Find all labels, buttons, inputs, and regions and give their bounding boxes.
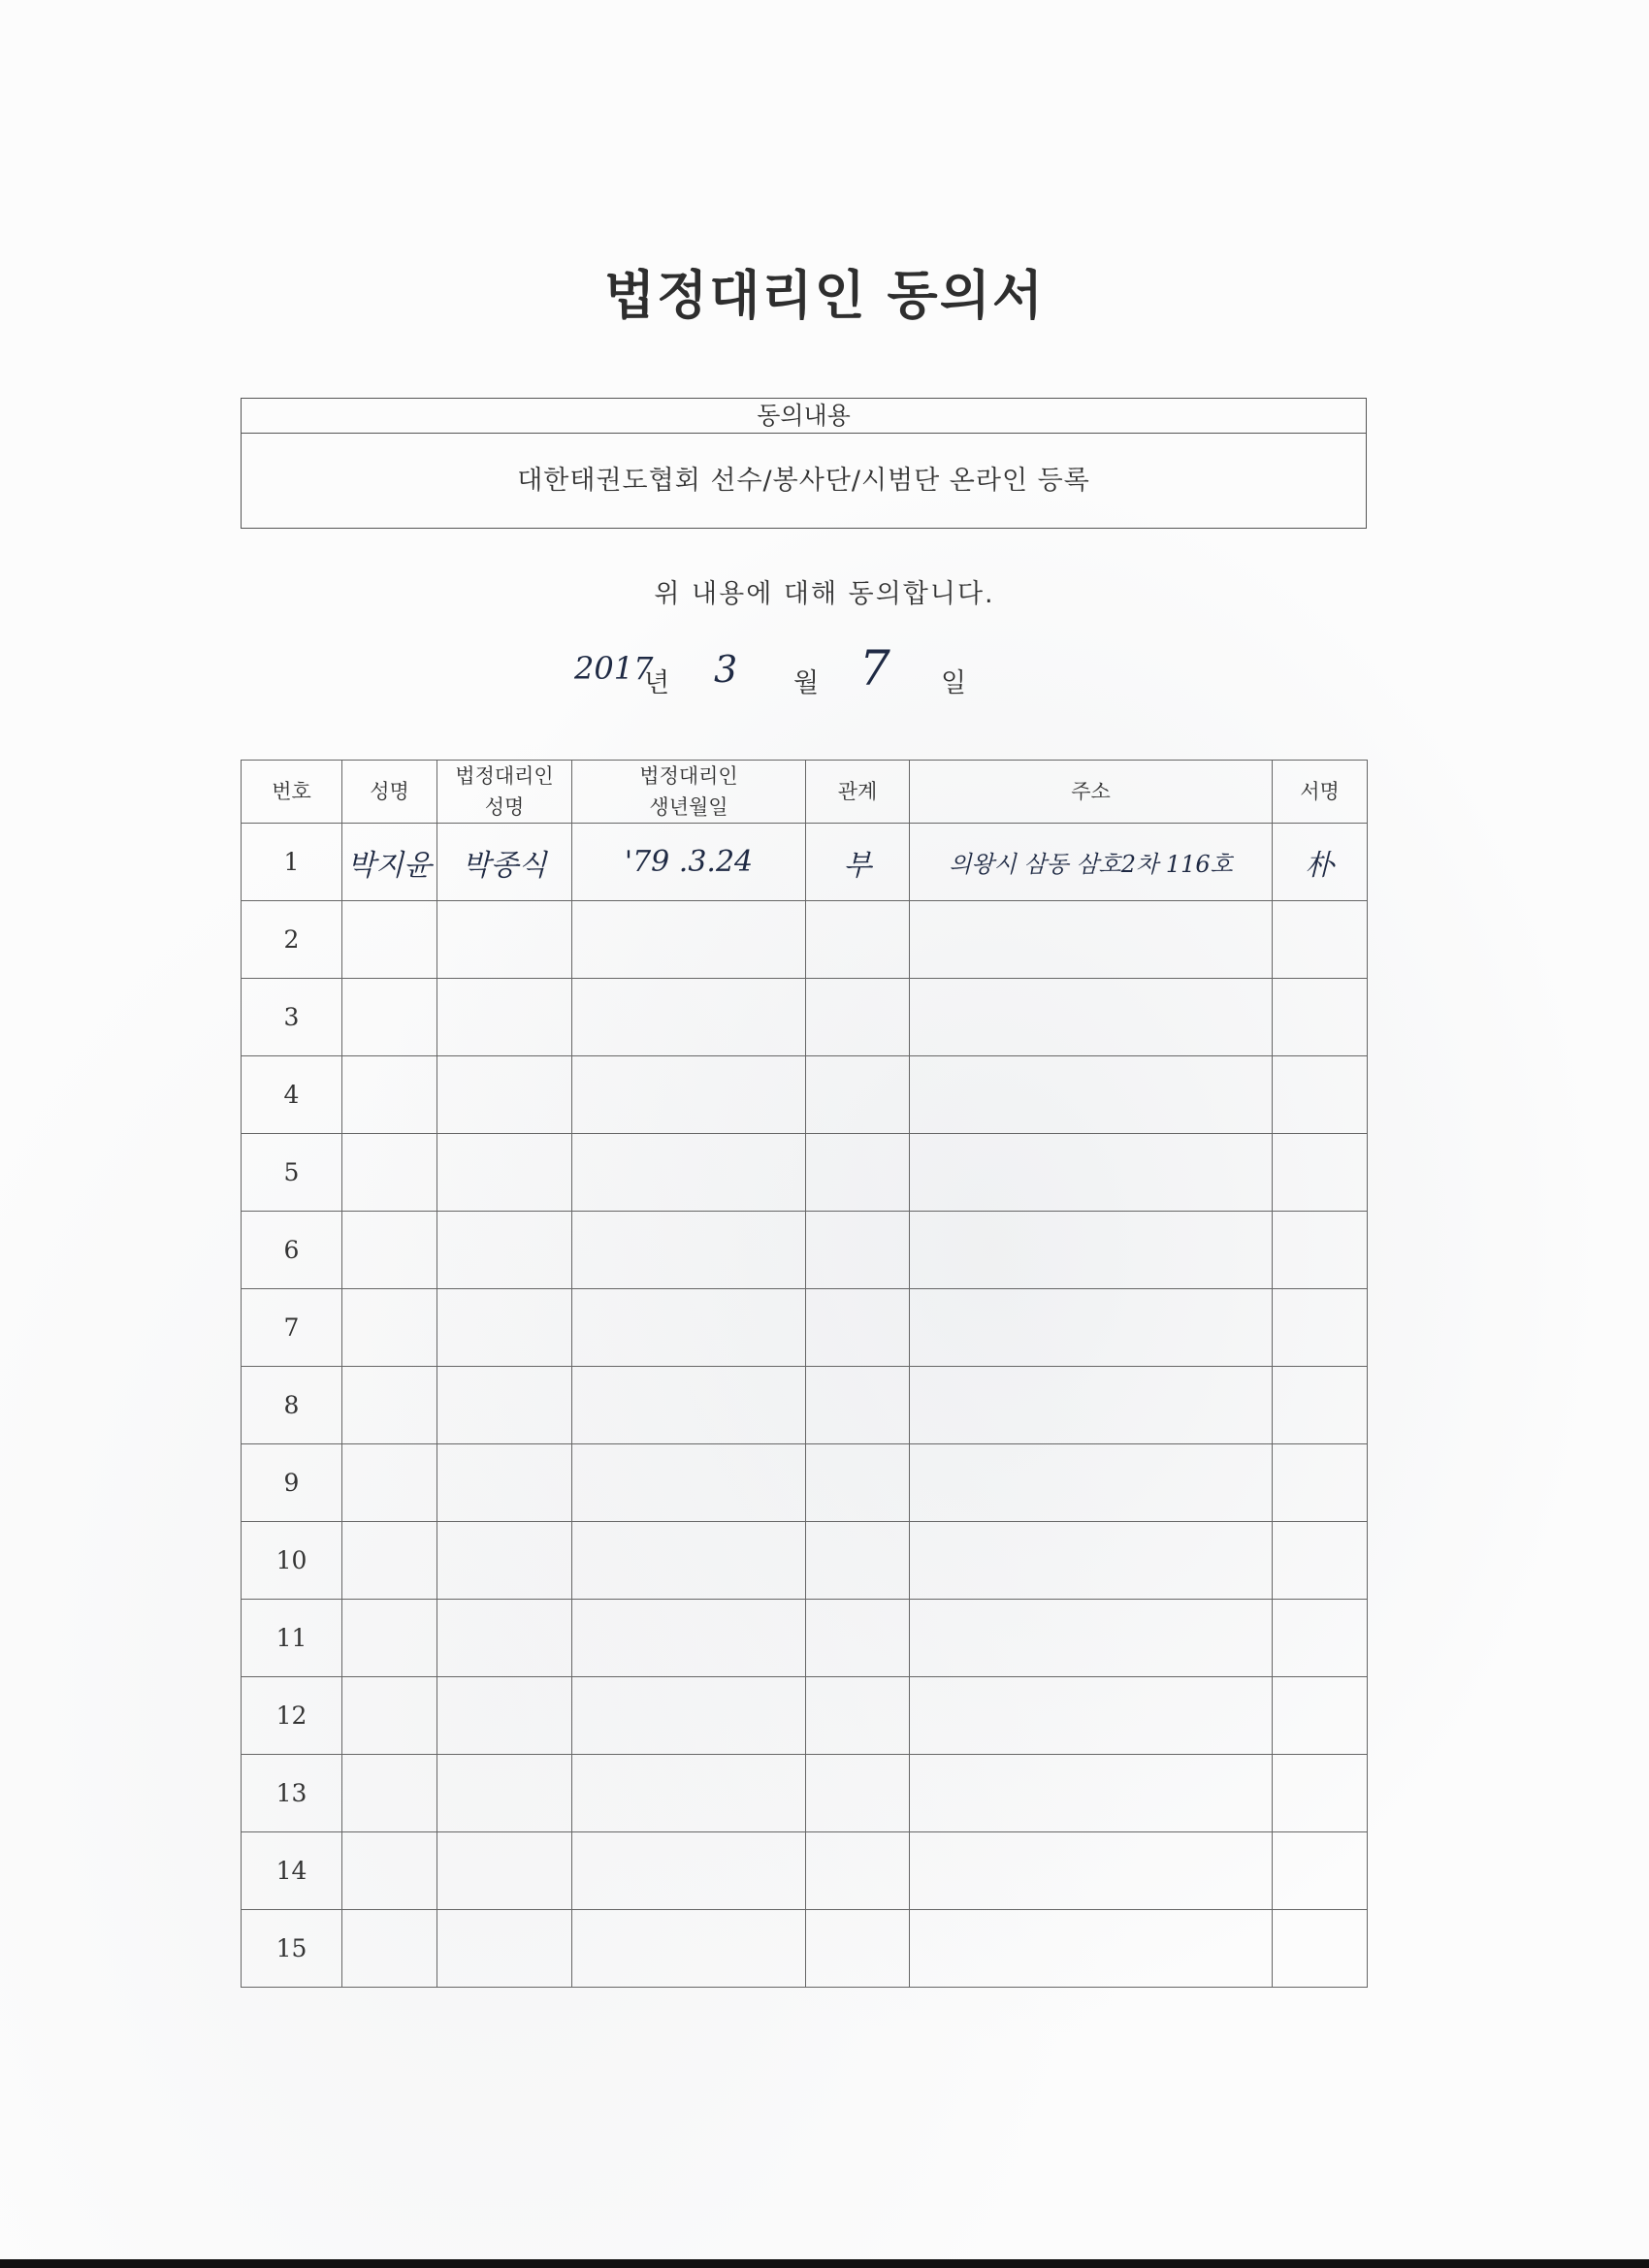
cell-guardian-birth	[572, 1522, 806, 1600]
cell-address	[910, 1910, 1273, 1988]
cell-guardian-name	[437, 1289, 572, 1367]
cell-address	[910, 1289, 1273, 1367]
date-month-unit: 월	[793, 668, 820, 698]
header-guardian-birth-line2: 생년월일	[649, 795, 728, 819]
table-row	[242, 1289, 1368, 1367]
cell-signature	[1273, 1677, 1368, 1755]
cell-guardian-name	[437, 1910, 572, 1988]
cell-relation	[806, 1289, 910, 1367]
cell-guardian-birth	[572, 1755, 806, 1832]
header-address: 주소	[910, 761, 1273, 824]
cell-signature	[1273, 1910, 1368, 1988]
cell-name	[342, 1134, 437, 1212]
cell-no: 2	[242, 901, 342, 979]
cell-guardian-birth	[572, 901, 806, 979]
cell-name	[342, 1755, 437, 1832]
cell-relation	[806, 1444, 910, 1522]
cell-relation: 부	[806, 824, 910, 901]
cell-guardian-name	[437, 1212, 572, 1289]
table-row	[242, 824, 1368, 901]
header-no: 번호	[242, 761, 342, 824]
cell-guardian-birth	[572, 1677, 806, 1755]
cell-address	[910, 1600, 1273, 1677]
date-line	[0, 640, 1649, 706]
cell-guardian-birth	[572, 1212, 806, 1289]
registration-table	[241, 760, 1368, 1988]
cell-guardian-name	[437, 1134, 572, 1212]
cell-address	[910, 1522, 1273, 1600]
table-row	[242, 1444, 1368, 1522]
cell-signature	[1273, 1056, 1368, 1134]
cell-signature	[1273, 1289, 1368, 1367]
cell-name	[342, 901, 437, 979]
cell-guardian-birth: '79 .3.24	[572, 824, 806, 901]
table-row	[242, 1677, 1368, 1755]
cell-guardian-birth	[572, 1289, 806, 1367]
cell-relation	[806, 1056, 910, 1134]
cell-guardian-name	[437, 1522, 572, 1600]
cell-relation	[806, 1910, 910, 1988]
cell-no: 7	[242, 1289, 342, 1367]
cell-signature	[1273, 1832, 1368, 1910]
cell-guardian-name	[437, 1600, 572, 1677]
cell-guardian-name: 박종식	[437, 824, 572, 901]
table-row	[242, 979, 1368, 1056]
header-guardian-name-line2: 성명	[484, 795, 525, 819]
table-row	[242, 1832, 1368, 1910]
cell-relation	[806, 1522, 910, 1600]
cell-no: 12	[242, 1677, 342, 1755]
cell-address	[910, 1367, 1273, 1444]
cell-address	[910, 1755, 1273, 1832]
cell-guardian-birth	[572, 1056, 806, 1134]
cell-signature: 朴	[1273, 824, 1368, 901]
cell-signature	[1273, 901, 1368, 979]
cell-relation	[806, 1600, 910, 1677]
date-day-unit: 일	[941, 668, 967, 698]
page-title: 법정대리인 동의서	[603, 264, 1046, 326]
cell-guardian-birth	[572, 1600, 806, 1677]
header-name: 성명	[342, 761, 437, 824]
cell-name	[342, 1289, 437, 1367]
cell-address	[910, 1444, 1273, 1522]
cell-relation	[806, 1367, 910, 1444]
date-day-value: 7	[859, 640, 890, 697]
table-row	[242, 1056, 1368, 1134]
cell-name	[342, 1832, 437, 1910]
cell-no: 15	[242, 1910, 342, 1988]
cell-signature	[1273, 979, 1368, 1056]
consent-body: 대한태권도협회 선수/봉사단/시범단 온라인 등록	[517, 466, 1090, 496]
cell-guardian-birth	[572, 1367, 806, 1444]
cell-name	[342, 1444, 437, 1522]
cell-no: 4	[242, 1056, 342, 1134]
cell-name	[342, 1212, 437, 1289]
cell-no: 9	[242, 1444, 342, 1522]
scan-bottom-edge	[0, 2259, 1649, 2268]
cell-address: 의왕시 삼동 삼호2차 116호	[910, 824, 1273, 901]
table-row	[242, 1755, 1368, 1832]
cell-guardian-name	[437, 1755, 572, 1832]
cell-no: 6	[242, 1212, 342, 1289]
cell-guardian-name	[437, 1367, 572, 1444]
cell-signature	[1273, 1444, 1368, 1522]
consent-box	[241, 398, 1367, 529]
cell-guardian-name	[437, 1444, 572, 1522]
cell-no: 10	[242, 1522, 342, 1600]
cell-relation	[806, 1832, 910, 1910]
table-row	[242, 1522, 1368, 1600]
cell-name	[342, 1600, 437, 1677]
cell-no: 14	[242, 1832, 342, 1910]
header-guardian-birth-line1: 법정대리인	[639, 764, 738, 788]
date-year-value: 2017	[574, 650, 654, 687]
cell-signature	[1273, 1522, 1368, 1600]
cell-signature	[1273, 1134, 1368, 1212]
cell-guardian-name	[437, 1832, 572, 1910]
cell-name	[342, 1677, 437, 1755]
table-body	[242, 824, 1368, 1988]
cell-name: 박지윤	[342, 824, 437, 901]
cell-name	[342, 1367, 437, 1444]
table-row	[242, 1212, 1368, 1289]
cell-guardian-birth	[572, 1910, 806, 1988]
table-row	[242, 1600, 1368, 1677]
cell-guardian-name	[437, 979, 572, 1056]
cell-relation	[806, 1755, 910, 1832]
cell-relation	[806, 1212, 910, 1289]
cell-no: 13	[242, 1755, 342, 1832]
cell-no: 8	[242, 1367, 342, 1444]
header-relation: 관계	[806, 761, 910, 824]
date-month-value: 3	[714, 648, 738, 691]
table-row	[242, 1367, 1368, 1444]
table-row	[242, 1134, 1368, 1212]
cell-guardian-birth	[572, 1444, 806, 1522]
cell-address	[910, 1056, 1273, 1134]
header-guardian-name-line1: 법정대리인	[455, 764, 554, 788]
table-header-row	[242, 761, 1368, 824]
cell-relation	[806, 979, 910, 1056]
header-signature: 서명	[1273, 761, 1368, 824]
cell-no: 1	[242, 824, 342, 901]
cell-guardian-name	[437, 1056, 572, 1134]
cell-name	[342, 1056, 437, 1134]
cell-address	[910, 1212, 1273, 1289]
cell-relation	[806, 1134, 910, 1212]
cell-guardian-name	[437, 901, 572, 979]
cell-guardian-name	[437, 1677, 572, 1755]
cell-signature	[1273, 1755, 1368, 1832]
cell-signature	[1273, 1212, 1368, 1289]
cell-address	[910, 979, 1273, 1056]
cell-name	[342, 979, 437, 1056]
cell-no: 11	[242, 1600, 342, 1677]
table-row	[242, 1910, 1368, 1988]
cell-address	[910, 1677, 1273, 1755]
cell-relation	[806, 901, 910, 979]
cell-name	[342, 1910, 437, 1988]
agree-statement: 위 내용에 대해 동의합니다.	[654, 579, 995, 609]
cell-no: 3	[242, 979, 342, 1056]
cell-signature	[1273, 1600, 1368, 1677]
cell-address	[910, 901, 1273, 979]
cell-address	[910, 1134, 1273, 1212]
cell-address	[910, 1832, 1273, 1910]
cell-no: 5	[242, 1134, 342, 1212]
cell-guardian-birth	[572, 1832, 806, 1910]
header-guardian-birth	[572, 761, 806, 824]
date-year-unit: 년	[644, 668, 670, 698]
cell-guardian-birth	[572, 979, 806, 1056]
consent-header: 동의내용	[242, 399, 1366, 434]
cell-signature	[1273, 1367, 1368, 1444]
header-guardian-name	[437, 761, 572, 824]
table-row	[242, 901, 1368, 979]
cell-guardian-birth	[572, 1134, 806, 1212]
cell-relation	[806, 1677, 910, 1755]
cell-name	[342, 1522, 437, 1600]
